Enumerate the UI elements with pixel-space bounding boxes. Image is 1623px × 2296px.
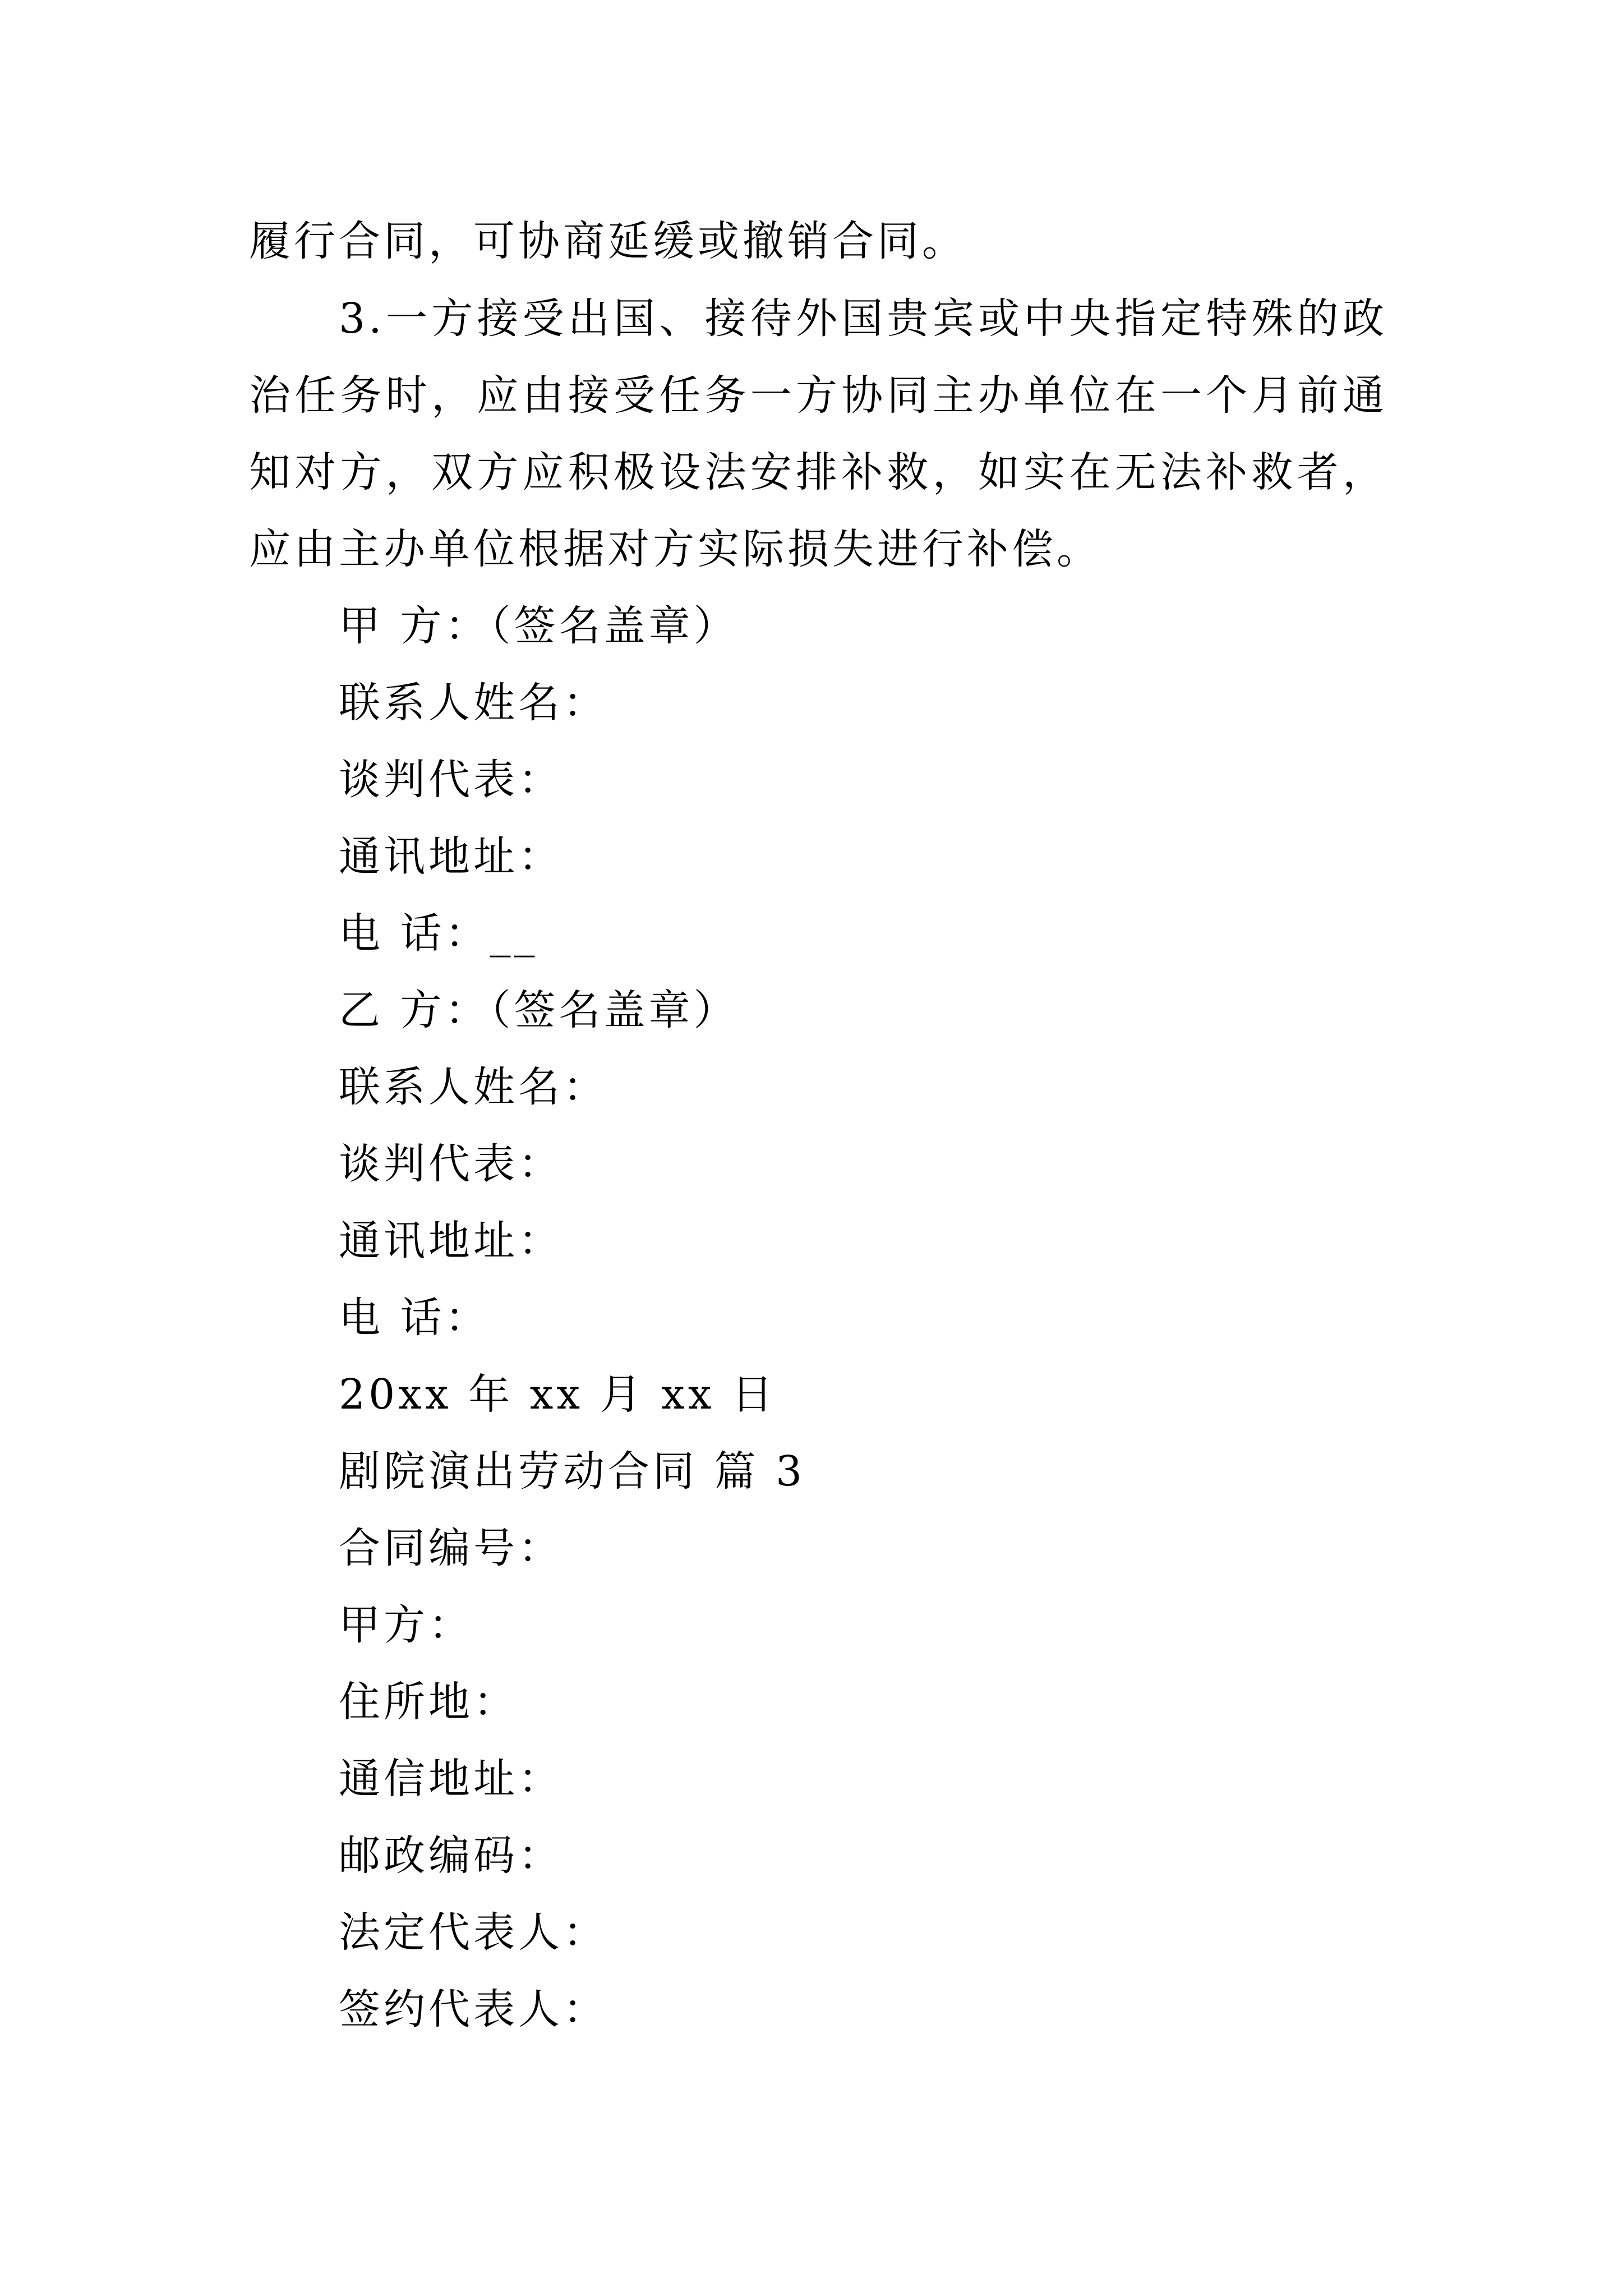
signing-representative-line: 签约代表人： (339, 1985, 608, 2033)
party-b-negotiator-line: 谈判代表： (339, 1140, 563, 1188)
domicile-line: 住所地： (339, 1678, 518, 1726)
party-a-negotiator-line: 谈判代表： (339, 756, 563, 804)
paragraph-clause-3: 3.一方接受出国、接待外国贵宾或中央指定特殊的政治任务时，应由接受任务一方协同主办单位在一个月前通知对方，双方应积极设法安排补救，如实在无法补救者，应由主办单位根据对方实际损失进行补偿。 (249, 295, 1387, 573)
party-a-contact-name-line: 联系人姓名： (339, 679, 608, 727)
party-a-signature-line: 甲 方：（签名盖章） (339, 602, 739, 650)
contract-number-line: 合同编号： (339, 1524, 563, 1572)
party-a-address-line: 通讯地址： (339, 832, 563, 881)
postal-code-line: 邮政编码： (339, 1832, 563, 1880)
party-b-address-line: 通讯地址： (339, 1217, 563, 1265)
party-b-phone-line: 电 话： (339, 1294, 490, 1342)
paragraph-continuation: 履行合同，可协商延缓或撤销合同。 (249, 217, 967, 265)
party-b-contact-name-line: 联系人姓名： (339, 1063, 608, 1111)
party-a-line: 甲方： (339, 1601, 473, 1649)
section-title: 剧院演出劳动合同 篇 3 (339, 1447, 806, 1496)
mailing-address-line: 通信地址： (339, 1755, 563, 1803)
legal-representative-line: 法定代表人： (339, 1908, 608, 1957)
party-b-signature-line: 乙 方：（签名盖章） (339, 986, 739, 1034)
party-a-phone-line: 电 话：__ (339, 909, 538, 958)
date-line: 20xx 年 xx 月 xx 日 (339, 1370, 777, 1419)
